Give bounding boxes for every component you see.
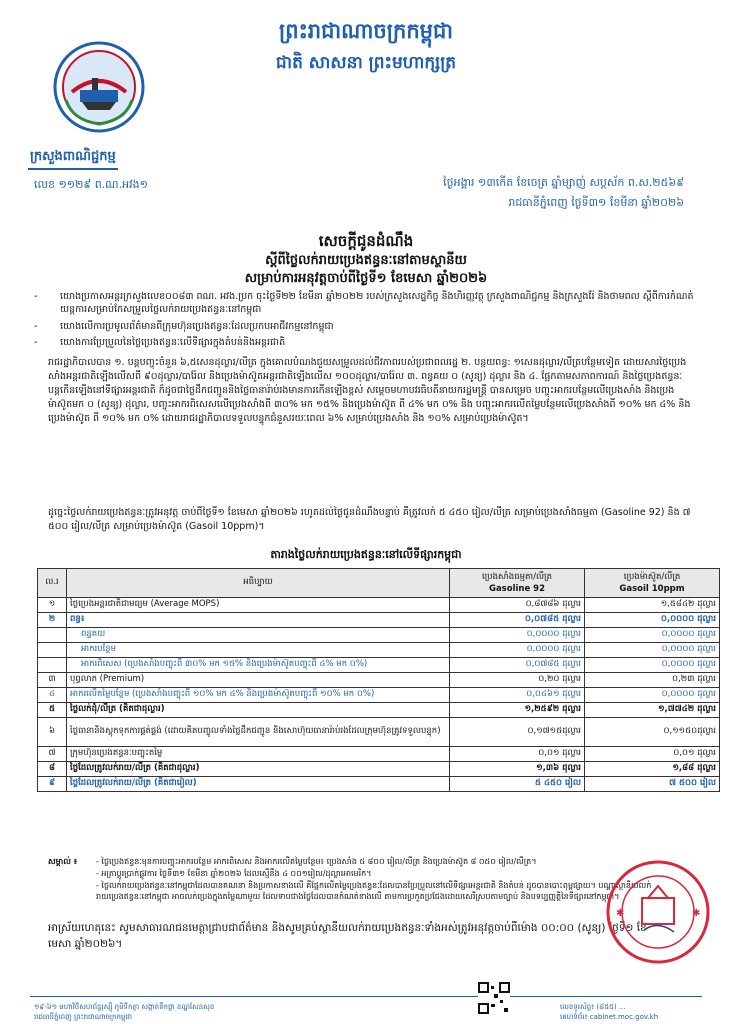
notice-title: សេចក្តីជូនដំណឹង (318, 232, 414, 250)
table-row (38, 673, 720, 688)
row-gasoline-value: ០,០៧៨៥ ដុល្លារ (450, 613, 585, 628)
row-no: ៨ (38, 762, 67, 777)
row-diesel-value: ១,៨៨ ដុល្លារ (585, 762, 720, 777)
table-row (38, 762, 720, 777)
row-description: ថ្លៃប្រេងអន្តរជាតិជាមធ្យម (Average MOPS) (67, 598, 450, 613)
table-row (38, 777, 720, 792)
row-no: ២ (38, 613, 67, 628)
table-row (38, 643, 720, 658)
col-header-diesel (585, 569, 720, 598)
table-header-row (38, 569, 720, 598)
row-diesel-value: ០,០០០០ ដុល្លារ (585, 628, 720, 643)
col-header-gasoline (450, 569, 585, 598)
col-header-no: ល.រ (38, 569, 67, 598)
row-description: ពន្ធ៖ (67, 613, 450, 628)
row-diesel-value: ០,២៣ ដុល្លារ (585, 673, 720, 688)
row-no: ៦ (38, 718, 67, 747)
row-gasoline-value: ០,០០០០ ដុល្លារ (450, 643, 585, 658)
table-row (38, 628, 720, 643)
row-diesel-value: ០,០០០០ ដុល្លារ (585, 613, 720, 628)
diesel-label: ប្រេងម៉ាស៊ូត/លីត្រ (623, 572, 681, 582)
row-gasoline-value: ០,៨៧៨៦ ដុល្លារ (450, 598, 585, 613)
notice-effective-date: សម្រាប់ការអនុវត្តចាប់ពីថ្ងៃទី១ ខែមេសា ឆ្នាំ២០២៦ (244, 271, 488, 286)
bullet-text: យោងប្រកាសអន្តរក្រសួងលេខ០០៨៣ ពណ. អវង.ប្រក ចុះថ្ងៃទី២២ ខែមីនា ឆ្នាំ២០២២ របស់ក្រសួងសេដ្ឋកិច្ច និងហិរញ្ញវត្ថុ ក្រសួងពាណិជ្ជកម្ម និងក្រសួងរ៉ែ និងថាមពល ស្តីពីការកំណត់យន្តការសម្រាប់កែសម្រួលថ្លៃលក់រាយប្រេងឥន្ធនៈនៅកម្ពុជា (60, 291, 694, 315)
national-motto: ជាតិ សាសនា ព្រះមហាក្សត្រ (275, 53, 457, 73)
row-no: ៣ (38, 673, 67, 688)
kingdom-heading: ព្រះរាជាណាចក្រកម្ពុជា (278, 19, 453, 43)
footer-divider (30, 996, 702, 997)
table-row (38, 598, 720, 613)
note-item: - ថ្លៃប្រេងឥន្ធនៈមុនការបញ្ចុះអាករបន្ថែម អាករពិសេស និងអាករលើតម្លៃបន្ថែម៖ ប្រេងសាំង ៥ ៨០០ រៀល/លីត្រ និងប្រេងម៉ាស៊ូត ៨ ០៥០ រៀល/លីត្រ។ (96, 857, 537, 866)
row-description: បុព្វលាភ (Premium) (67, 673, 450, 688)
reference-number: លេខ ១១២៩ ព.ណ.អវង១ (34, 178, 148, 191)
row-no: ៥ (38, 703, 67, 718)
address-line: រាជធានីភ្នំពេញ ព្រះរាជាណាចក្រកម្ពុជា (34, 1013, 132, 1021)
row-diesel-value: ០,០០០០ ដុល្លារ (585, 688, 720, 703)
table-row (38, 613, 720, 628)
row-gasoline-value: ១,២៥៩២ ដុល្លារ (450, 703, 585, 718)
row-diesel-value: ០,០០០០ ដុល្លារ (585, 658, 720, 673)
row-description: ថ្លៃដែលត្រូវលក់រាយ/លីត្រ (គិតជាដុល្លារ) (67, 762, 450, 777)
price-paragraph: ដូច្នេះថ្លៃលក់រាយប្រេងឥន្ធនៈត្រូវអនុវត្ត ចាប់ពីថ្ងៃទី១ ខែមេសា ឆ្នាំ២០២៦ រហូតដល់ថ្ងៃជូនដំណឹងបន្ទាប់ គឺត្រូវលក់ ៥ ៤៥០ រៀល/លីត្រ សម្រាប់ប្រេងសាំងធម្មតា (Gasoline 92) និង ៧ ៥០០ រៀល/លីត្រ សម្រាប់ប្រេងម៉ាស៊ូត (Gasoil 10ppm)។ (48, 507, 691, 532)
row-diesel-value: ០,០០០០ ដុល្លារ (585, 643, 720, 658)
fuel-price-table (37, 568, 720, 792)
contact-phone: លេខទូរស័ព្ទ៖ (៨៥៥) ... (560, 1003, 626, 1011)
row-no (38, 658, 67, 673)
row-gasoline-value: ០,០១ ដុល្លារ (450, 747, 585, 762)
notes-label: សម្គាល់ ៖ (48, 857, 78, 866)
row-gasoline-value: ០,០០០០ ដុល្លារ (450, 628, 585, 643)
row-description: អាករលើតម្លៃបន្ថែម (ប្រេងសាំងបញ្ចុះពី ១០% មក ៤% និងប្រេងម៉ាស៊ូតបញ្ចុះពី ១០% មក ០%) (67, 688, 450, 703)
row-description: ថ្លៃធានានិងស្តុកទុកការផ្គត់ផ្គង់ (ដោយគិតបញ្ចូលទាំងថ្លៃដឹកជញ្ជូន និងសោហ៊ុយធានារ៉ាប់រងដែលក្រុមហ៊ុនត្រូវទទួលបន្ទុក) (67, 718, 450, 747)
row-description: ថ្លៃដែលត្រូវលក់រាយ/លីត្រ (គិតជារៀល) (67, 777, 450, 792)
footer-address (34, 1002, 214, 1022)
row-gasoline-value: ០,០៤៦១ ដុល្លារ (450, 688, 585, 703)
row-gasoline-value: ១,៣៦ ដុល្លារ (450, 762, 585, 777)
row-no (38, 643, 67, 658)
row-diesel-value: ១,៥៨៤២ ដុល្លារ (585, 598, 720, 613)
row-diesel-value: ៧ ៥០០ រៀល (585, 777, 720, 792)
row-no (38, 628, 67, 643)
bullet-text: យោងការប្រែប្រួលនៃថ្លៃប្រេងឥន្ធនៈលើទីផ្សារក្នុងតំបន់និងអន្តរជាតិ (60, 337, 286, 348)
table-title: តារាងថ្លៃលក់រាយប្រេងឥន្ធនៈនៅលើទីផ្សារកម្ពុជា (270, 548, 462, 561)
row-no: ៧ (38, 747, 67, 762)
table-row (38, 718, 720, 747)
reference-bullet: - យោងការប្រែប្រួលនៃថ្លៃប្រេងឥន្ធនៈលើទីផ្សារក្នុងតំបន់និងអន្តរជាតិ (34, 336, 694, 349)
col-header-description: អធិប្បាយ (67, 569, 450, 598)
address-line: ១៩-៦១ មហាវិថីសហព័ន្ធរុស្ស៊ី ភូមិទីកត្ថា សង្កាត់ទឹកថ្លា ខណ្ឌសែនសុខ (34, 1003, 215, 1011)
row-diesel-value: ១,៧៧៤២ ដុល្លារ (585, 703, 720, 718)
row-no: ១ (38, 598, 67, 613)
footer-contact (560, 1002, 658, 1022)
note-item: - ថ្លៃលក់រាយប្រេងឥន្ធនៈនៅកម្ពុជាដែលបានគណនា និងប្រកាសខាងលើ គឺផ្អែកលើតម្លៃប្រេងឥន្ធនៈដែលបានប្រែប្រួលនៅលើទីផ្សារអន្តរជាតិ និងតំបន់ ដូចបានបោះពុម្ពផ្សាយ។ បណ្តាស្ថានីយលក់រាយប្រេងឥន្ធនៈនៅកម្ពុជា អាចលក់ប្រេងក្នុងតម្លៃណាមួយ ដែលទាបជាងថ្លៃដែលបានកំណត់ខាងលើ តាមការប្រកួតប្រជែងដោយសេរីស្របតាមច្បាប់ និងបទប្បញ្ញត្តិនៃទីផ្សារនៅកម្ពុជា។ (96, 881, 652, 901)
decision-paragraph: រាជរដ្ឋាភិបាលបាន ១. បន្តបញ្ចុះចំនួន ៦,៥សេនដុល្លារ/លីត្រ ក្នុងគោលបំណងជួយសម្រួលដល់ជីវភាពរបស់ប្រជាពលរដ្ឋ ២. បន្ថយពន្ធ: ១សេនដុល្លារ/លីត្របន្ថែមទៀត ដោយសារថ្លៃប្រេងសាំងអន្តរជាតិឡើងលើសពី ៩០ដុល្លារ/បារ៉ែល និងប្រេងម៉ាស៊ូតអន្តរជាតិឡើងលើស ១០០ដុល្លារ/បារ៉ែល ៣. ពន្ធគយ ០ (សូន្យ) ដុល្លារ និង ៤. ផ្អែកតាមសភាពការណ៍ និងថ្លៃប្រេងឥន្ធនៈបន្តកើនឡើងនៅទីផ្សារអន្តរជាតិ ក៏ដូចជាថ្លៃដឹកជញ្ជូននិងថ្លៃធានារ៉ាប់រងមានការកើនឡើងខ្ពស់ សម្តេចមហាបវរធិបតីនាយករដ្ឋមន្ត្រី បានសម្រេច បញ្ចុះអាករបន្ថែមលើប្រេងសាំង និងប្រេងម៉ាស៊ូតមក ០ (សូន្យ) ដុល្លារ, បញ្ចុះអាករពិសេសលើប្រេងសាំងពី ៣០% មក ១៥% និងប្រេងម៉ាស៊ូត ពី ៤% មក ០% និង បញ្ចុះអាករលើតម្លៃបន្ថែមលើប្រេងសាំងពី ១០% មក ៤% និងប្រេងម៉ាស៊ូត ពី ១០% មក ០% ដោយរាជរដ្ឋាភិបាលទទួលបន្ទុកជំនួសរយៈពេល ៦% សម្រាប់ប្រេងសាំង និង ១០% សម្រាប់ប្រេងម៉ាស៊ូត។ (48, 357, 691, 424)
table-row (38, 688, 720, 703)
notice-subtitle: ស្តីពីថ្លៃលក់រាយប្រេងឥន្ធនៈនៅតាមស្ថានីយ (265, 253, 467, 268)
row-gasoline-value: ០,០៧៨៥ ដុល្លារ (450, 658, 585, 673)
contact-website[interactable]: គេហទំព័រ៖ cabinet.moc.gov.kh (560, 1013, 659, 1021)
gasoline-label-en: Gasoline 92 (488, 584, 546, 594)
qr-code-icon (478, 982, 510, 1014)
table-row (38, 747, 720, 762)
row-no: ៩ (38, 777, 67, 792)
ministry-logo (52, 40, 146, 134)
closing-paragraph: អាស្រ័យហេតុនេះ សូមសាធារណជនមេត្តាជ្រាបជាព័ត៌មាន និងសូមគ្រប់ស្ថានីយលក់រាយប្រេងឥន្ធនៈទាំងអស់ត្រូវអនុវត្តចាប់ពីម៉ោង ០០:០០ (សូន្យ) ថ្ងៃទី១ ខែមេសា ឆ្នាំ២០២៦។ (48, 922, 647, 950)
ministry-underline (28, 168, 118, 170)
reference-bullet: - យោងលើការប្រមូលព័ត៌មានពីក្រុមហ៊ុនប្រេងឥន្ធនៈដែលប្រកបអាជីវកម្មនៅកម្ពុជា (34, 320, 694, 333)
reference-bullet: - យោងប្រកាសអន្តរក្រសួងលេខ០០៨៣ ពណ. អវង.ប្រក ចុះថ្ងៃទី២២ ខែមីនា ឆ្នាំ២០២២ របស់ក្រសួងសេដ្ឋកិច្ច និងហិរញ្ញវត្ថុ ក្រសួងពាណិជ្ជកម្ម និងក្រសួងរ៉ែ និងថាមពល ស្តីពីការកំណត់យន្តការសម្រាប់កែសម្រួលថ្លៃលក់រាយប្រេងឥន្ធនៈនៅកម្ពុជា (34, 291, 694, 315)
svg-text:✱: ✱ (692, 908, 701, 919)
ministry-name: ក្រសួងពាណិជ្ជកម្ម (30, 149, 116, 164)
row-description: អាករពិសេស (ប្រេងសាំងបញ្ចុះពី ៣០% មក ១៥% និងប្រេងម៉ាស៊ូតបញ្ចុះពី ៤% មក ០%) (67, 658, 450, 673)
row-description: ថ្លៃលក់ដុំ/លីត្រ (គិតជាដុល្លារ) (67, 703, 450, 718)
row-description: ក្រុមហ៊ុនប្រេងឥន្ធនៈបញ្ចុះតម្លៃ (67, 747, 450, 762)
svg-text:✱: ✱ (616, 908, 625, 919)
row-description: ពន្ធគយ (67, 628, 450, 643)
official-seal (604, 858, 712, 966)
diesel-label-en: Gasoil 10ppm (619, 584, 685, 594)
note-item: - អត្រាប្តូរប្រាក់ផ្លូវការ ថ្ងៃទី៣១ ខែមីនា ឆ្នាំ២០២៦ ដែលស្មើនឹង ៤ ០០១រៀល/ដុល្លារអាមេរិក។ (96, 869, 372, 878)
row-gasoline-value: ៥ ៤៥០ រៀល (450, 777, 585, 792)
row-no: ៤ (38, 688, 67, 703)
table-row (38, 703, 720, 718)
row-description: អាករបន្ថែម (67, 643, 450, 658)
row-diesel-value: ០,០១ ដុល្លារ (585, 747, 720, 762)
date-lunar: ថ្ងៃអង្គារ ១៣កើត ខែចេត្រ ឆ្នាំម្សាញ់ សប្តស័ក ព.ស.២៥៦៩ (443, 176, 684, 189)
bullet-text: យោងលើការប្រមូលព័ត៌មានពីក្រុមហ៊ុនប្រេងឥន្ធនៈដែលប្រកបអាជីវកម្មនៅកម្ពុជា (60, 321, 334, 332)
date-solar: រាជធានីភ្នំពេញ ថ្ងៃទី៣១ ខែមីនា ឆ្នាំ២០២៦ (508, 196, 684, 209)
row-gasoline-value: ០,២០ ដុល្លារ (450, 673, 585, 688)
row-gasoline-value: ០,១៧១៥ដុល្លារ (450, 718, 585, 747)
table-row (38, 658, 720, 673)
gasoline-label: ប្រេងសាំងធម្មតា/លីត្រ (482, 572, 552, 582)
row-diesel-value: ០,១១៥០ដុល្លារ (585, 718, 720, 747)
